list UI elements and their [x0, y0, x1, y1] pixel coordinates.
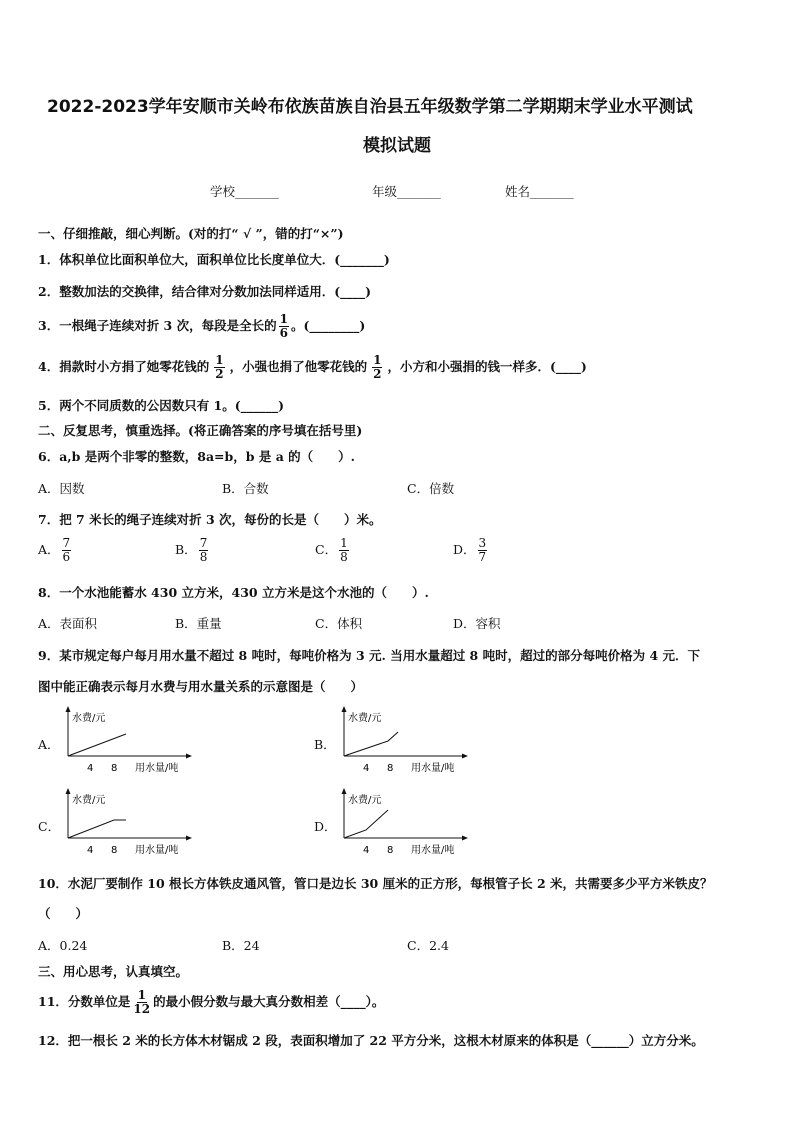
question-12: 12．把一根长 2 米的长方体木材锯成 2 段，表面积增加了 22 平方分米，这根木材原来的体积是（______）立方分米。: [38, 1033, 704, 1048]
q7-b-label: B．: [175, 542, 197, 557]
y-axis-arrow: [342, 788, 347, 794]
y-label: 水费/元: [348, 713, 382, 724]
line-segment: [68, 820, 126, 838]
q7-option-c[interactable]: [315, 537, 351, 564]
q7-option-d[interactable]: [453, 537, 489, 564]
q9-option-a-label[interactable]: A．: [38, 737, 60, 752]
section-2-heading: 二、反复思考，慎重选择。(将正确答案的序号填在括号里): [38, 423, 363, 438]
tick-4: 4: [363, 845, 370, 856]
q7-c-fraction: [339, 537, 349, 564]
question-3: [38, 313, 365, 340]
q4-text-3: ，小方和小强捐的钱一样多．(____): [387, 359, 587, 374]
q3-text-before: 3．一根绳子连续对折 3 次，每段是全长的: [38, 318, 277, 333]
q8-option-a[interactable]: A．表面积: [38, 616, 98, 631]
question-1: 1．体积单位比面积单位大，面积单位比长度单位大．(_______): [38, 252, 390, 267]
q7-d-num: 3: [478, 536, 487, 550]
section-3-heading: 三、用心思考，认真填空。: [38, 964, 189, 979]
y-axis-arrow: [66, 706, 71, 712]
x-label: 用水量/吨: [411, 845, 455, 856]
q7-c-label: C．: [315, 542, 338, 557]
q11-text-after: 的最小假分数与最大真分数相差（____）。: [153, 994, 385, 1009]
tick-8: 8: [111, 845, 118, 856]
title-line-1: 2022-2023学年安顺市关岭布依族苗族自治县五年级数学第二学期期末学业水平测试: [47, 97, 693, 117]
q7-d-label: D．: [453, 542, 476, 557]
q4-numerator-2: 1: [373, 353, 382, 367]
y-label: 水费/元: [72, 795, 106, 806]
q7-a-num: 7: [62, 536, 71, 550]
q7-b-num: 7: [199, 536, 208, 550]
question-10-line-1: 10．水泥厂要制作 10 根长方体铁皮通风管，管口是边长 30 厘米的正方形，每根管子长 2 米，共需要多少平方米铁皮？: [38, 876, 713, 891]
question-6: 6．a,b 是两个非零的整数，8a=b，b 是 a 的（ ）.: [38, 449, 355, 464]
q7-option-b[interactable]: [175, 537, 210, 564]
name-field[interactable]: 姓名_______: [505, 184, 574, 199]
q3-text-after: 。(________): [290, 318, 366, 333]
q11-text-before: 11．分数单位是: [38, 994, 131, 1009]
q7-a-den: 6: [62, 550, 71, 564]
q11-numerator: 1: [137, 988, 146, 1002]
q11-fraction: [132, 989, 151, 1016]
q9-chart-a[interactable]: [60, 704, 200, 776]
q6-option-b[interactable]: B．合数: [222, 481, 269, 496]
x-label: 用水量/吨: [135, 845, 179, 856]
q4-text-1: 4．捐款时小方捐了她零花钱的: [38, 359, 210, 374]
q7-c-den: 8: [340, 550, 348, 564]
q9-chart-d[interactable]: [336, 786, 476, 858]
school-field[interactable]: 学校_______: [210, 184, 279, 199]
q4-fraction-2: [372, 354, 382, 381]
q7-d-fraction: [478, 537, 488, 564]
tick-8: 8: [111, 763, 118, 774]
q6-option-c[interactable]: C．倍数: [407, 481, 455, 496]
q9-option-d-label[interactable]: D．: [314, 819, 337, 834]
x-label: 用水量/吨: [411, 763, 455, 774]
q4-fraction-1: [214, 354, 224, 381]
q7-c-num: 1: [340, 536, 348, 550]
q9-chart-b[interactable]: [336, 704, 476, 776]
q10-option-b[interactable]: B．24: [222, 938, 260, 953]
question-2: 2．整数加法的交换律，结合律对分数加法同样适用．(____): [38, 284, 372, 299]
q11-denominator: 12: [133, 1002, 151, 1016]
question-11: [38, 989, 384, 1016]
question-9-line-2: 图中能正确表示每月水费与用水量关系的示意图是（ ）: [38, 679, 364, 694]
tick-4: 4: [363, 763, 370, 774]
x-axis-arrow: [462, 754, 468, 759]
question-4: [38, 354, 587, 381]
q7-option-a[interactable]: [38, 537, 73, 564]
q4-numerator-1: 1: [215, 353, 224, 367]
line-segment: [344, 732, 398, 756]
q9-chart-c[interactable]: [60, 786, 200, 858]
q8-option-b[interactable]: B．重量: [175, 616, 222, 631]
x-label: 用水量/吨: [135, 763, 179, 774]
q3-numerator: 1: [279, 312, 288, 326]
q8-option-d[interactable]: D．容积: [453, 616, 501, 631]
q4-denominator-2: 2: [373, 367, 382, 381]
question-5: 5．两个不同质数的公因数只有 1。(______): [38, 398, 285, 413]
tick-4: 4: [87, 845, 94, 856]
x-axis-arrow: [462, 836, 468, 841]
q7-b-fraction: [199, 537, 209, 564]
q7-a-fraction: [62, 537, 72, 564]
question-7: 7．把 7 米长的绳子连续对折 3 次，每份的长是（ ）米。: [38, 512, 382, 527]
tick-4: 4: [87, 763, 94, 774]
y-axis-arrow: [342, 706, 347, 712]
q7-d-den: 7: [478, 550, 487, 564]
tick-8: 8: [387, 845, 394, 856]
line-segment: [344, 810, 388, 838]
question-10-line-2: （ ）: [38, 906, 89, 921]
q10-option-a[interactable]: A．0.24: [38, 938, 88, 953]
q7-b-den: 8: [199, 550, 208, 564]
title-line-2: 模拟试题: [363, 136, 431, 156]
q8-option-c[interactable]: C．体积: [315, 616, 363, 631]
q9-option-c-label[interactable]: C．: [38, 819, 61, 834]
q7-a-label: A．: [38, 542, 60, 557]
x-axis-arrow: [186, 754, 192, 759]
q4-denominator-1: 2: [215, 367, 224, 381]
tick-8: 8: [387, 763, 394, 774]
q10-option-c[interactable]: C．2.4: [407, 938, 449, 953]
y-axis-arrow: [66, 788, 71, 794]
line-segment: [68, 734, 126, 756]
question-9-line-1: 9．某市规定每户每月用水量不超过 8 吨时，每吨价格为 3 元. 当用水量超过 8 吨时，超过的部分每吨价格为 4 元．下: [38, 648, 701, 663]
y-label: 水费/元: [348, 795, 382, 806]
q4-text-2: ，小强也捐了他零花钱的: [229, 359, 368, 374]
q6-option-a[interactable]: A．因数: [38, 481, 85, 496]
q3-fraction: [279, 313, 289, 340]
question-8: 8．一个水池能蓄水 430 立方米，430 立方米是这个水池的（ ）.: [38, 585, 429, 600]
q9-option-b-label[interactable]: B．: [314, 737, 336, 752]
grade-field[interactable]: 年级_______: [372, 184, 441, 199]
y-label: 水费/元: [72, 713, 106, 724]
section-1-heading: 一、仔细推敲，细心判断。(对的打“ √ ”，错的打“×”): [38, 226, 344, 241]
q3-denominator: 6: [279, 326, 288, 340]
x-axis-arrow: [186, 836, 192, 841]
